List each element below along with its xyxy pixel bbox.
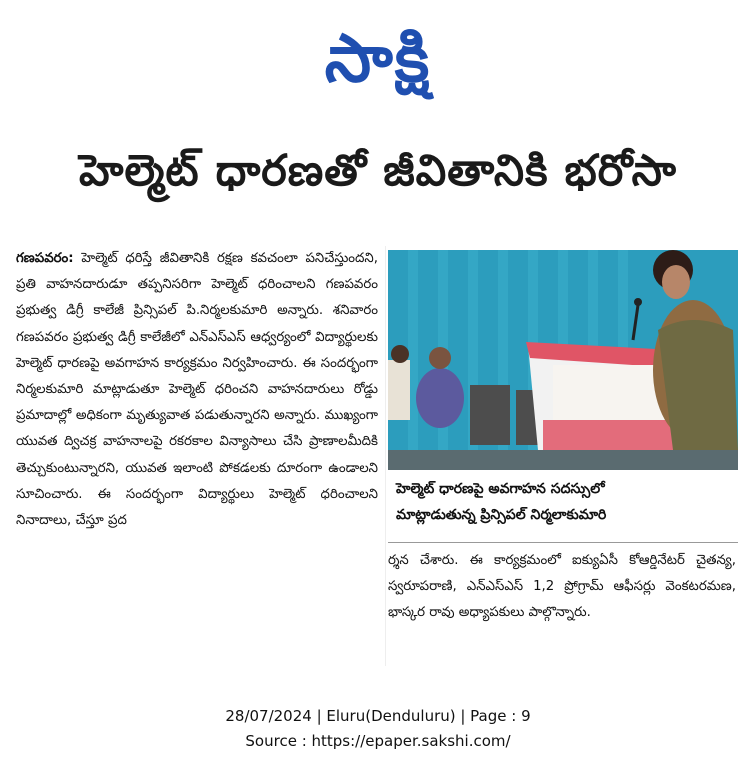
photo-caption-line-2: మాట్లాడుతున్న ప్రిన్సిపల్ నిర్మలాకుమారి [396, 507, 607, 523]
article-body-right: ర్శన చేశారు. ఈ కార్యక్రమంలో ఐక్యుఏసీ కోఆర్డినేటర్ చైతన్య, స్వరూపరాణి, ఎన్ఎస్ఎస్ 1,2 ప్రోగ్రామ్ ఆఫీసర్లు వెంకటరమణ, భాస్కర రావు అధ్యాపకులు పాల్గొన్నారు. [388, 553, 736, 620]
footer [0, 704, 756, 754]
event-photo-illustration [388, 250, 738, 470]
article-headline: హెల్మెట్ ధారణతో జీవితానికి భరోసా [79, 146, 677, 196]
photo-caption [388, 470, 738, 543]
body-text-left: హెల్మెట్ ధరిస్తే జీవితానికి రక్షణ కవచంలా పనిచేస్తుందని, ప్రతి వాహనదారుడూ తప్పనిసరిగా హెల్మెట్ ధరించాలని గణపవరం ప్రభుత్వ డిగ్రీ కాలేజీ ప్రిన్సిపల్ పి.నిర్మలకుమారి అన్నారు. శనివారం గణపవరం ప్రభుత్వ డిగ్రీ కాలేజీలో ఎన్ఎస్ఎస్ ఆధ్వర్యంలో విద్యార్థులకు హెల్మెట్ ధారణపై అవగాహన కార్యక్రమం నిర్వహించారు. ఈ సందర్భంగా నిర్మలకుమారి మాట్లాడుతూ హెల్మెట్ ధరించని వాహనదారులు రోడ్డు ప్రమాదాల్లో అధికంగా మృత్యువాత పడుతున్నారని అన్నారు. ముఖ్యంగా యువత ద్విచక్ర వాహనాలపై రకరకాల విన్యాసాలు చేసి ప్రాణాలమీదికి తెచ్చుకుంటున్నారని, యువత ఇలాంటి పోకడలకు దూరంగా ఉండాలని సూచించారు. ఈ సందర్భంగా విద్యార్థులు హెల్మెట్ ధరించాలని నినాదాలు, చేస్తూ ప్రద [16, 251, 378, 529]
footer-source: Source : https://epaper.sakshi.com/ [245, 732, 511, 750]
footer-date-edition: 28/07/2024 | Eluru(Denduluru) | Page : 9 [225, 707, 531, 725]
column-divider [385, 246, 386, 666]
masthead [0, 14, 756, 104]
dateline: గణపవరం: [16, 251, 74, 266]
article-body-left [16, 246, 378, 534]
article-photo [388, 250, 738, 470]
sakshi-logo: సాక్షి [324, 20, 432, 97]
photo-caption-line-1: హెల్మెట్ ధారణపై అవగాహన సదస్సులో [396, 481, 605, 497]
